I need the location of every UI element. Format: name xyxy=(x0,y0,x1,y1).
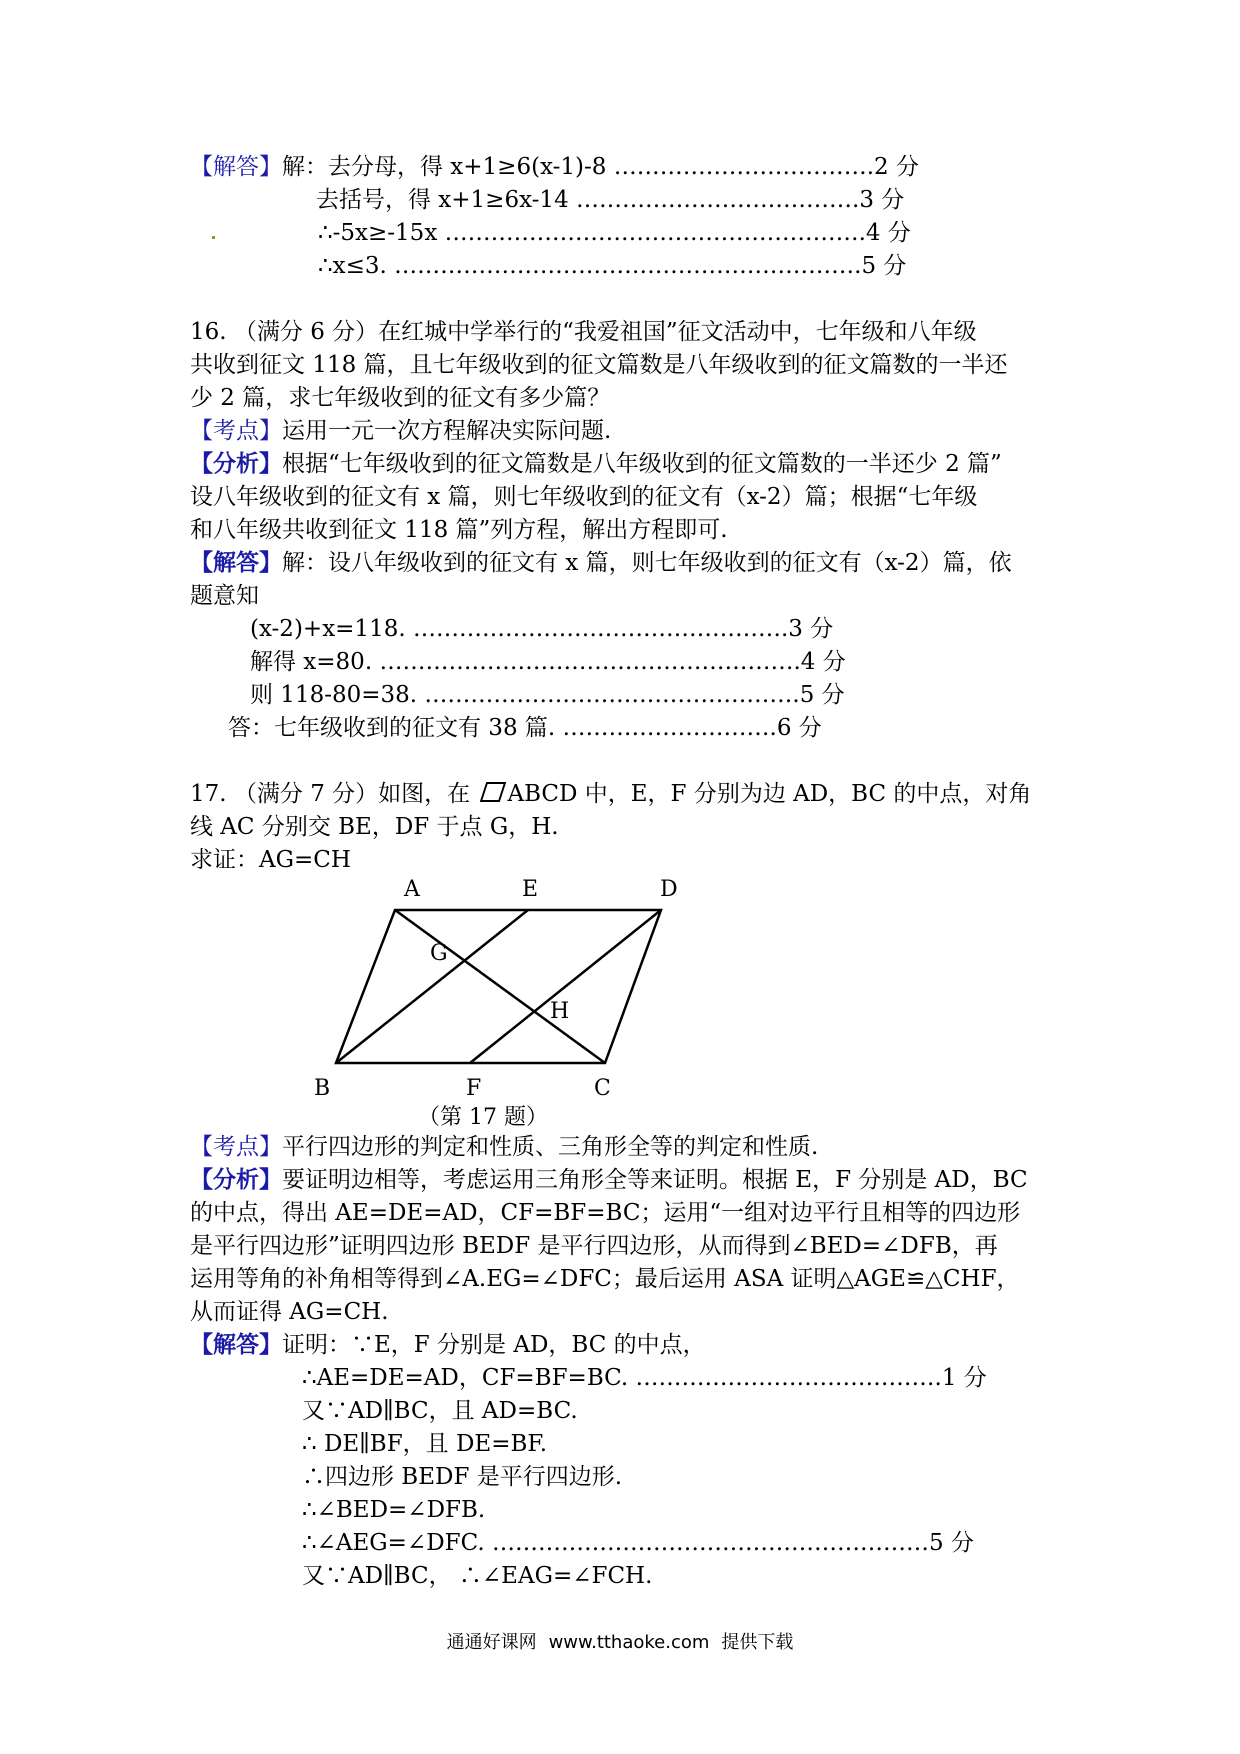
q16-analysis-text-1: 根据“七年级收到的征文篇数是八年级收到的征文篇数的一半还少 2 篇” xyxy=(282,451,1002,477)
q15-step-3: ∴-5x≥-15x ……………………………………………….4 分 xyxy=(318,220,911,246)
q17-point-tag: 【考点】 xyxy=(190,1134,282,1160)
q17-step-4: ∴四边形 BEDF 是平行四边形. xyxy=(302,1464,623,1490)
footer-url[interactable]: www.tthaoke.com xyxy=(548,1632,710,1653)
q15-step-2: 去括号，得 x+1≥6x-14 ……………………………….3 分 xyxy=(316,187,905,213)
parallelogram-diagram xyxy=(300,868,720,1138)
q16-analysis-line-3: 和八年级共收到征文 118 篇”列方程，解出方程即可. xyxy=(190,517,728,543)
scan-mark xyxy=(212,236,215,239)
label-e: E xyxy=(522,877,539,902)
q17-analysis-line-1 xyxy=(190,1165,1028,1195)
label-d: D xyxy=(660,877,678,902)
q16-answer-line-1 xyxy=(190,548,1012,578)
q17-analysis-line-2: 的中点，得出 AE=DE=AD，CF=BF=BC；运用“一组对边平行且相等的四边形 xyxy=(190,1200,1021,1226)
q17-answer-tag: 【解答】 xyxy=(190,1331,282,1358)
q16-step-4: 答：七年级收到的征文有 38 篇. ……………………….6 分 xyxy=(228,715,822,741)
q16-answer-line-2: 题意知 xyxy=(190,583,259,609)
q16-answer-tag: 【解答】 xyxy=(190,549,282,576)
label-a: A xyxy=(404,877,420,902)
q17-stem-line-2: 线 AC 分别交 BE，DF 于点 G，H. xyxy=(190,814,559,840)
q15-step-4: ∴x≤3. …………………………………………………….5 分 xyxy=(318,253,907,279)
q17-figure xyxy=(300,868,720,1144)
q16-point-text: 运用一元一次方程解决实际问题. xyxy=(282,418,612,444)
q16-stem-line-3: 少 2 篇，求七年级收到的征文有多少篇？ xyxy=(190,385,611,411)
q17-point-text: 平行四边形的判定和性质、三角形全等的判定和性质. xyxy=(282,1134,819,1160)
footer-site: 通通好课网 xyxy=(446,1632,537,1653)
q16-stem-line-1: 16. （满分 6 分）在红城中学举行的“我爱祖国”征文活动中，七年级和八年级 xyxy=(190,319,977,345)
q16-step-3: 则 118-80=38. ………………………………………….5 分 xyxy=(250,682,845,708)
q15-answer-tag: 【解答】 xyxy=(190,154,282,180)
q17-analysis-line-3: 是平行四边形”证明四边形 BEDF 是平行四边形，从而得到∠BED=∠DFB，再 xyxy=(190,1233,998,1259)
label-g: G xyxy=(430,941,448,966)
q17-answer-text-1: 证明：∵E，F 分别是 AD，BC 的中点， xyxy=(282,1332,706,1358)
q17-step-3: ∴ DE∥BF，且 DE=BF. xyxy=(302,1431,548,1457)
q15-step-1: 解：去分母，得 x+1≥6(x-1)-8 …………………………….2 分 xyxy=(282,154,919,180)
q16-stem-line-2: 共收到征文 118 篇，且七年级收到的征文篇数是八年级收到的征文篇数的一半还 xyxy=(190,352,1008,378)
label-c: C xyxy=(594,1076,611,1101)
q16-analysis-tag: 【分析】 xyxy=(190,450,282,477)
q17-prove: 求证：AG=CH xyxy=(190,847,351,873)
q17-step-2: 又∵AD∥BC，且 AD=BC. xyxy=(302,1398,578,1424)
q16-point-tag: 【考点】 xyxy=(190,418,282,444)
page-footer xyxy=(0,1628,1240,1654)
q17-step-5: ∴∠BED=∠DFB. xyxy=(302,1497,486,1523)
q17-stem-line-1 xyxy=(190,779,1031,809)
q17-analysis-tag: 【分析】 xyxy=(190,1166,282,1193)
q16-analysis-line-2: 设八年级收到的征文有 x 篇，则七年级收到的征文有（x-2）篇；根据“七年级 xyxy=(190,484,978,510)
q17-analysis-line-5: 从而证得 AG=CH. xyxy=(190,1299,389,1325)
q17-step-7: 又∵AD∥BC， ∴∠EAG=∠FCH. xyxy=(302,1563,653,1589)
q16-point xyxy=(190,416,611,446)
q17-stem-pre: 17. （满分 7 分）如图，在 xyxy=(190,781,478,807)
q16-step-2: 解得 x=80. ……………………………………………….4 分 xyxy=(250,649,846,675)
q17-step-6: ∴∠AEG=∠DFC. …………………………………………………5 分 xyxy=(302,1530,974,1556)
parallelogram-icon xyxy=(480,782,506,802)
q17-stem-post: ABCD 中，E，F 分别为边 AD，BC 的中点，对角 xyxy=(507,781,1032,807)
label-f: F xyxy=(466,1076,482,1101)
figure-caption: （第 17 题） xyxy=(418,1105,548,1130)
q17-answer-line-1 xyxy=(190,1330,706,1360)
q17-analysis-text-1: 要证明边相等，考虑运用三角形全等来证明。根据 E，F 分别是 AD，BC xyxy=(282,1167,1028,1193)
q17-step-1: ∴AE=DE=AD，CF=BF=BC. ………………………………….1 分 xyxy=(302,1365,987,1391)
q15-answer-line-1 xyxy=(190,152,919,182)
label-b: B xyxy=(314,1076,331,1101)
q16-answer-text-1: 解：设八年级收到的征文有 x 篇，则七年级收到的征文有（x-2）篇，依 xyxy=(282,550,1012,576)
q17-analysis-line-4: 运用等角的补角相等得到∠A.EG=∠DFC；最后运用 ASA 证明△AGE≌△CHF， xyxy=(190,1266,1020,1292)
q16-analysis-line-1 xyxy=(190,449,1002,479)
q17-point xyxy=(190,1132,818,1162)
footer-note: 提供下载 xyxy=(721,1632,794,1653)
q16-step-1: (x-2)+x=118. ………………………………………….3 分 xyxy=(250,616,834,642)
label-h: H xyxy=(550,999,570,1024)
